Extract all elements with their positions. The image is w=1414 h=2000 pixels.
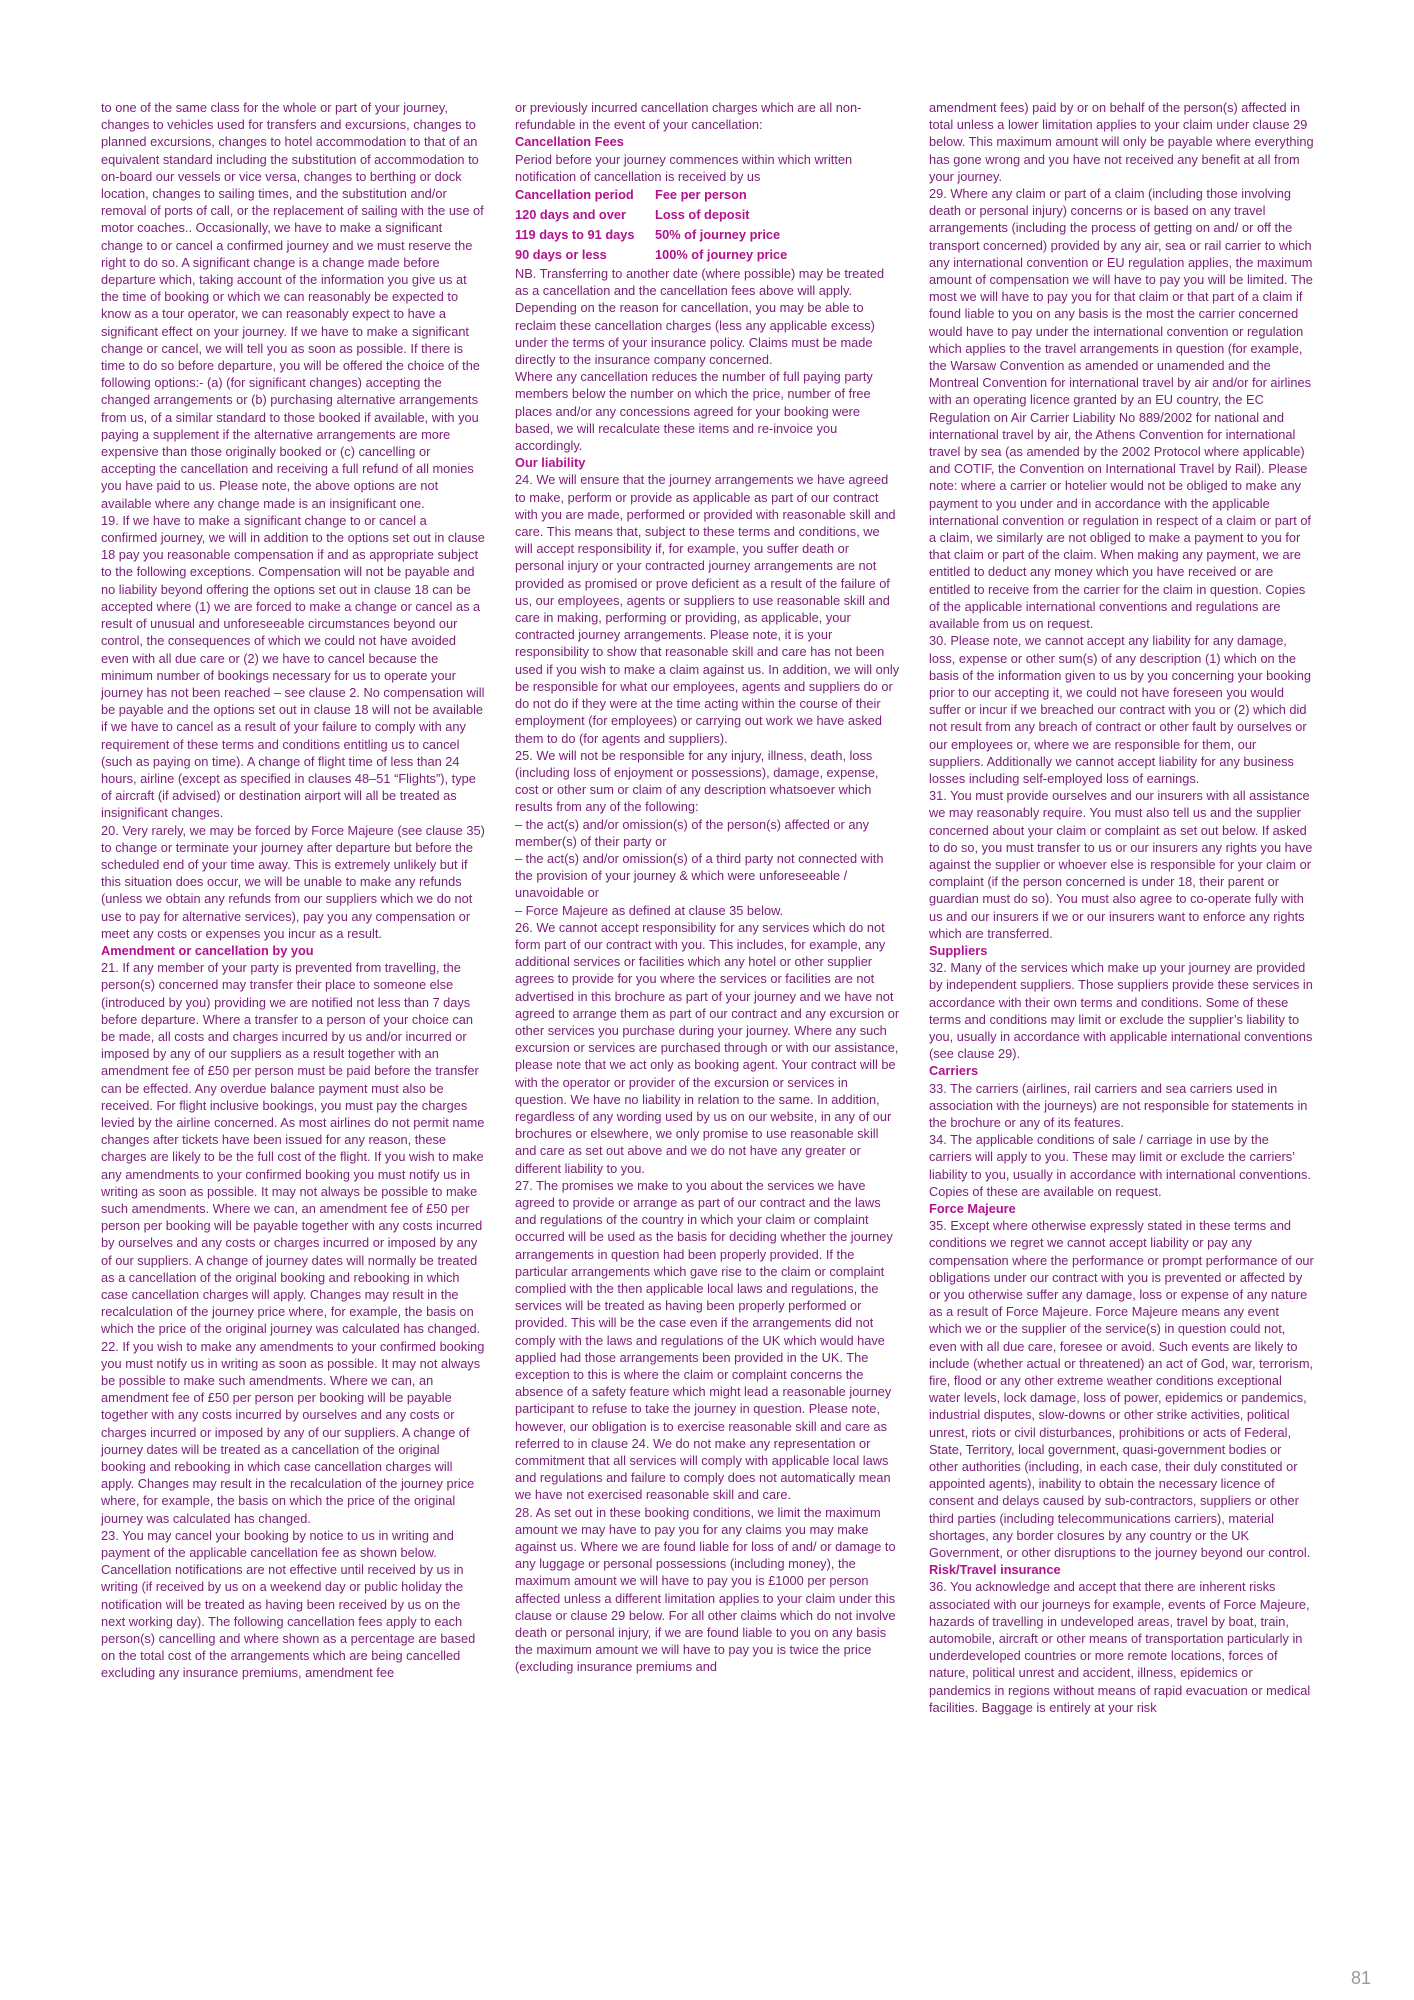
paragraph-clause-24: 24. We will ensure that the journey arrangements we have agreed to make, perform or provide as applicable as part of our contract with you are made, performed or provided with reasonable skill and care. This means that, subject to these terms and conditions, we will accept responsibility if, for example, you suffer death or personal injury or your contracted journey arrangements are not provided as promised or prove deficient as a result of the failure of us, our employees, agents or suppliers to use reasonable skill and care in making, performing or providing, as applicable, your contracted journey arrangements. Please note, it is your responsibility to show that reasonable skill and care has not been used if you wish to make a claim against us. In addition, we will only be responsible for what our employees, agents and suppliers do or do not do if they were at the time acting within the course of their employment (for employees) or carrying out work we have asked them to do (for agents and suppliers). xyxy=(515,472,900,746)
fee-header-fee: Fee per person xyxy=(655,187,747,203)
fee-header-period: Cancellation period xyxy=(515,187,634,203)
heading-force-majeure: Force Majeure xyxy=(929,1201,1016,1216)
paragraph-clause-27: 27. The promises we make to you about the services we have agreed to provide or arrange as part of our contract and the laws and regulations of the country in which your claim or complaint occurred will be used as the basis for deciding whether the journey arrangements in question had been properly provided. If the particular arrangements which gave rise to the claim or complaint complied with the then applicable local laws and regulations, the services will be treated as having been properly performed or provided. This will be the case even if the arrangements did not comply with the laws and regulations of the UK which would have applied had those arrangements been provided in the UK. The exception to this is where the claim or complaint concerns the absence of a safety feature which might lead a reasonable journey participant to refuse to take the journey in question. Please note, however, our obligation is to exercise reasonable skill and care as referred to in clause 24. We do not make any representation or commitment that all services will comply with applicable local laws and regulations and failure to comply does not automatically mean we have not exercised reasonable skill and care. xyxy=(515,1177,893,1503)
fee-row-period: 119 days to 91 days xyxy=(515,227,635,243)
paragraph-clause-25-item: – the act(s) and/or omission(s) of the person(s) affected or any member(s) of their party or xyxy=(515,816,869,849)
paragraph-clause-26: 26. We cannot accept responsibility for any services which do not form part of our contract with you. This includes, for example, any additional services or facilities which any hotel or other supplier agrees to provide for you where the services or facilities are not advertised in this brochure as part of your journey and we have not agreed to arrange them as part of our contract and any excursion or other services you purchase during your journey. Where any such excursion or services are purchased through or with our assistance, please note that we act only as booking agent. Your contract will be with the operator or provider of the excursion or services in question. We have no liability in relation to the same. In addition, regardless of any wording used by us on our website, in any of our brochures or elsewhere, we only promise to use reasonable skill and care as set out above and we do not have any greater or different liability to you. xyxy=(515,919,900,1176)
fee-table-row xyxy=(515,225,787,245)
fee-table-row xyxy=(515,205,787,225)
fee-row-period: 120 days and over xyxy=(515,207,626,223)
heading-amendment-by-you: Amendment or cancellation by you xyxy=(101,942,314,958)
paragraph-clause-25-item: – the act(s) and/or omission(s) of a third party not connected with the provision of your journey & which were unforeseeable / unavoidable or xyxy=(515,850,884,901)
paragraph-clause-21: 21. If any member of your party is prevented from travelling, the person(s) concerned may transfer their place to someone else (introduced by you) providing we are notified not less than 7 days before departure. Where a transfer to a person of your choice can be made, all costs and charges incurred by us and/or incurred or imposed by any of our suppliers as a result together with an amendment fee of £50 per person must be paid before the transfer can be effected. Any overdue balance payment must also be received. For flight inclusive bookings, you must pay the charges levied by the airline concerned. As most airlines do not permit name changes after tickets have been issued for any reason, these charges are likely to be the full cost of the flight. If you wish to make any amendments to your confirmed booking you must notify us in writing as soon as possible. It may not always be possible to make such amendments. Where we can, an amendment fee of £50 per person per booking will be payable together with any costs incurred by ourselves and any costs or charges incurred or imposed by any of our suppliers. A change of journey dates will normally be treated as a cancellation of the original booking and rebooking in which case cancellation charges will apply. Changes may result in the recalculation of the journey price where, for example, the basis on which the price of the original journey was calculated has changed. xyxy=(101,960,485,1337)
heading-suppliers: Suppliers xyxy=(929,942,988,958)
fee-row-fee: Loss of deposit xyxy=(655,207,750,223)
paragraph-clause-25-item: – Force Majeure as defined at clause 35 below. xyxy=(515,902,784,918)
fee-table-header xyxy=(515,185,787,205)
fee-table-row xyxy=(515,245,787,265)
heading-our-liability: Our liability xyxy=(515,455,586,471)
fee-row-fee: 100% of journey price xyxy=(655,247,788,263)
paragraph-clause-34: 34. The applicable conditions of sale / carriage in use by the carriers will apply to you. These may limit or exclude the carriers’ liability to you, usually in accordance with international conventions. Copies of these are available on request. xyxy=(929,1132,1311,1199)
paragraph-clause-20: 20. Very rarely, we may be forced by Force Majeure (see clause 35) to change or terminate your journey after departure but before the scheduled end of your time away. This is extremely unlikely but if this situation does occur, we will be unable to make any refunds (unless we obtain any refunds from our suppliers which we do not use to pay for alternative services), pay you any compensation or meet any costs or expenses you incur as a result. xyxy=(101,822,485,941)
text-column-1 xyxy=(101,99,486,1682)
heading-cancellation-fees: Cancellation Fees xyxy=(515,134,624,150)
paragraph-clause-25: 25. We will not be responsible for any injury, illness, death, loss (including loss of enjoyment or possessions), damage, expense, cost or other sum or claim of any description whatsoever which results from any of the following: xyxy=(515,747,879,815)
paragraph-clause-35: 35. Except where otherwise expressly stated in these terms and conditions we regret we cannot accept liability or pay any compensation where the performance or prompt performance of our obligations under our contract with you is prevented or affected by or you otherwise suffer any damage, loss or expense of any nature as a result of Force Majeure. Force Majeure means any event which we or the supplier of the service(s) in question could not, even with all due care, foresee or avoid. Such events are likely to include (whether actual or threatened) an act of God, war, terrorism, fire, flood or any other extreme weather conditions exceptional water levels, lock damage, loss of power, epidemics or pandemics, industrial disputes, slow-downs or other strike activities, political unrest, riots or civil disturbances, prohibitions or acts of Federal, State, Territory, local government, quasi-government bodies or other authorities (including, in each case, their duly constituted or appointed agents), inability to obtain the necessary licence of consent and delays caused by sub-contractors, suppliers or other third parties (including telecommunications carriers), material shortages, any border closures by any country or the UK Government, or other disruptions to the journey beyond our control. xyxy=(929,1218,1314,1561)
paragraph-clause-19: 19. If we have to make a significant change to or cancel a confirmed journey, we will in addition to the options set out in clause 18 pay you reasonable compensation if and as appropriate subject to the following exceptions. Compensation will not be payable and no liability beyond offering the options set out in clause 18 can be accepted where (1) we are forced to make a change or cancel as a result of unusual and unforeseeable circumstances beyond our control, the consequences of which we could not have avoided even with all due care or (2) we have to cancel because the minimum number of bookings necessary for us to operate your journey has not been reached – see clause 2. No compensation will be payable and the options set out in clause 18 will not be available if we have to cancel as a result of your failure to comply with any requirement of these terms and conditions entitling us to cancel (such as paying on time). A change of flight time of less than 24 hours, airline (except as specified in clauses 48–51 “Flights”), type of aircraft (if advised) or destination airport will all be treated as insignificant changes. xyxy=(101,512,485,821)
text-column-3 xyxy=(929,99,1314,1716)
paragraph-fee-period: Period before your journey commences within which written notification of cancellation is received by us xyxy=(515,151,853,184)
paragraph-clause-22: 22. If you wish to make any amendments to your confirmed booking you must notify us in writing as soon as possible. It may not always be possible to make such amendments. Where we can, an amendment fee of £50 per person per booking will be payable together with any costs incurred by ourselves and any costs or charges incurred or imposed by any of our suppliers. A change of journey dates will be treated as a cancellation of the original booking and rebooking in which case cancellation charges will apply. Changes may result in the recalculation of the journey price where, for example, the basis on which the price of the original journey was calculated has changed. xyxy=(101,1338,485,1526)
text-column-2 xyxy=(515,99,900,1676)
fee-row-period: 90 days or less xyxy=(515,247,607,263)
paragraph-clause-29: 29. Where any claim or part of a claim (including those involving death or personal injury) concerns or is based on any travel arrangements (including the process of getting on and/ or off the transport concerned) provided by any air, sea or rail carrier to which any international convention or EU regulation applies, the maximum amount of compensation we will have to pay you will be limited. The most we will have to pay you for that claim or that part of a claim if found liable to you on any basis is the most the carrier concerned would have to pay under the international convention or regulation which applies to the travel arrangements in question (for example, the Warsaw Convention as amended or unamended and the Montreal Convention for international travel by air and/or for airlines with an operating licence granted by an EU country, the EC Regulation on Air Carrier Liability No 889/2002 for national and international travel by air, the Athens Convention for international travel by sea (as amended by the 2002 Protocol where applicable) and COTIF, the Convention on International Travel by Rail). Please note: where a carrier or hotelier would not be obliged to make any payment to you under and in accordance with the applicable international convention or regulation in respect of a claim or part of a claim, we similarly are not obliged to make a payment to you for that claim or part of the claim. When making any payment, we are entitled to deduct any money which you have received or are entitled to receive from the carrier for the claim in question. Copies of the applicable international conventions and regulations are available from us on request. xyxy=(929,186,1313,632)
paragraph-clause-32: 32. Many of the services which make up your journey are provided by independent suppliers. Those suppliers provide these services in accordance with their own terms and conditions. Some of these terms and conditions may limit or exclude the supplier’s liability to you, usually in accordance with applicable international conventions (see clause 29). xyxy=(929,960,1313,1062)
heading-carriers: Carriers xyxy=(929,1063,979,1079)
page-number: 81 xyxy=(1350,1968,1371,1988)
cancellation-fee-table xyxy=(515,185,787,265)
paragraph-clause-31: 31. You must provide ourselves and our insurers with all assistance we may reasonably require. You must also tell us and the supplier concerned about your claim or complaint as set out below. If asked to do so, you must transfer to us or our insurers any rights you have against the supplier or whoever else is responsible for your claim or complaint (if the person concerned is under 18, their parent or guardian must do so). You must also agree to co-operate fully with us and our insurers if we or our insurers want to enforce any rights which are transferred. xyxy=(929,788,1313,941)
paragraph-clause-18-continued: to one of the same class for the whole or part of your journey, changes to vehicles used for transfers and excursions, changes to planned excursions, changes to hotel accommodation to that of an equivalent standard including the substitution of accommodation to on-board our vessels or vice versa, changes to berthing or dock location, changes to sailing times, and the substitution and/or removal of ports of call, or the replacement of sailing with the use of motor coaches.. Occasionally, we have to make a significant change to or cancel a confirmed journey and we must reserve the right to do so. A significant change is a change made before departure which, taking account of the information you give us at the time of booking or which we can reasonably be expected to know as a tour operator, we can reasonably expect to have a significant effect on your journey. If we have to make a significant change or cancel, we will tell you as soon as possible. If there is time to do so before departure, you will be offered the choice of the following options:- (a) (for significant changes) accepting the changed arrangements or (b) purchasing alternative arrangements from us, of a similar standard to those booked if available, with you paying a supplement if the alternative arrangements are more expensive than those originally booked or (c) cancelling or accepting the cancellation and receiving a full refund of all monies you have paid to us. Please note, the above options are not available where any change made is an insignificant one. xyxy=(101,100,484,511)
paragraph-clause-36: 36. You acknowledge and accept that there are inherent risks associated with our journeys for example, events of Force Majeure, hazards of travelling in undeveloped areas, travel by boat, train, automobile, aircraft or other means of transportation particularly in underdeveloped countries or more remote locations, forces of nature, political unrest and accident, illness, epidemics or pandemics in regions without means of rapid evacuation or medical facilities. Baggage is entirely at your risk xyxy=(929,1579,1311,1715)
paragraph-insurance-reclaim: Depending on the reason for cancellation, you may be able to reclaim these cancellation charges (less any applicable excess) under the terms of your insurance policy. Claims must be made directly to the insurance company concerned. xyxy=(515,300,875,368)
fee-row-fee: 50% of journey price xyxy=(655,227,781,243)
heading-risk-travel-insurance: Risk/Travel insurance xyxy=(929,1562,1061,1578)
paragraph-clause-28: 28. As set out in these booking conditions, we limit the maximum amount we may have to pay you for any claims you may make against us. Where we are found liable for loss of and/ or damage to any luggage or personal possessions (including money), the maximum amount we will have to pay you is £1000 per person affected unless a different limitation applies to your claim under this clause or clause 29 below. For all other claims which do not involve death or personal injury, if we are found liable to you on any basis the maximum amount we will have to pay you is twice the price (excluding insurance premiums and xyxy=(515,1504,896,1675)
paragraph-nb-transfer: NB. Transferring to another date (where possible) may be treated as a cancellation and the cancellation fees above will apply. xyxy=(515,266,885,299)
paragraph-clause-33: 33. The carriers (airlines, rail carriers and sea carriers used in association with the journeys) are not responsible for statements in the brochure or any of its features. xyxy=(929,1080,1308,1130)
paragraph-clause-23: 23. You may cancel your booking by notice to us in writing and payment of the applicable cancellation fee as shown below. Cancellation notifications are not effective until received by us in writing (if received by us on a weekend day or public holiday the notification will be treated as having been received by us on the next working day). The following cancellation fees apply to each person(s) cancelling and where shown as a percentage are based on the total cost of the arrangements which are being cancelled excluding any insurance premiums, amendment fee xyxy=(101,1527,476,1681)
paragraph-party-recalculation: Where any cancellation reduces the number of full paying party members below the number on which the price, number of free places and/or any concessions agreed for your booking were based, we will recalculate these items and re-invoice you accordingly. xyxy=(515,369,873,454)
paragraph-clause-23-continued: or previously incurred cancellation charges which are all non-refundable in the event of your cancellation: xyxy=(515,100,862,133)
paragraph-clause-28-continued: amendment fees) paid by or on behalf of the person(s) affected in total unless a lower limitation applies to your claim under clause 29 below. This maximum amount will only be payable where everything has gone wrong and you have not received any benefit at all from your journey. xyxy=(929,100,1314,184)
paragraph-clause-30: 30. Please note, we cannot accept any liability for any damage, loss, expense or other sum(s) of any description (1) which on the basis of the information given to us by you concerning your booking prior to our accepting it, we could not have foreseen you would suffer or incur if we breached our contract with you or (2) which did not result from any breach of contract or other fault by ourselves or our employees or, where we are responsible for them, our suppliers. Additionally we cannot accept liability for any business losses including self-employed loss of earnings. xyxy=(929,633,1312,786)
